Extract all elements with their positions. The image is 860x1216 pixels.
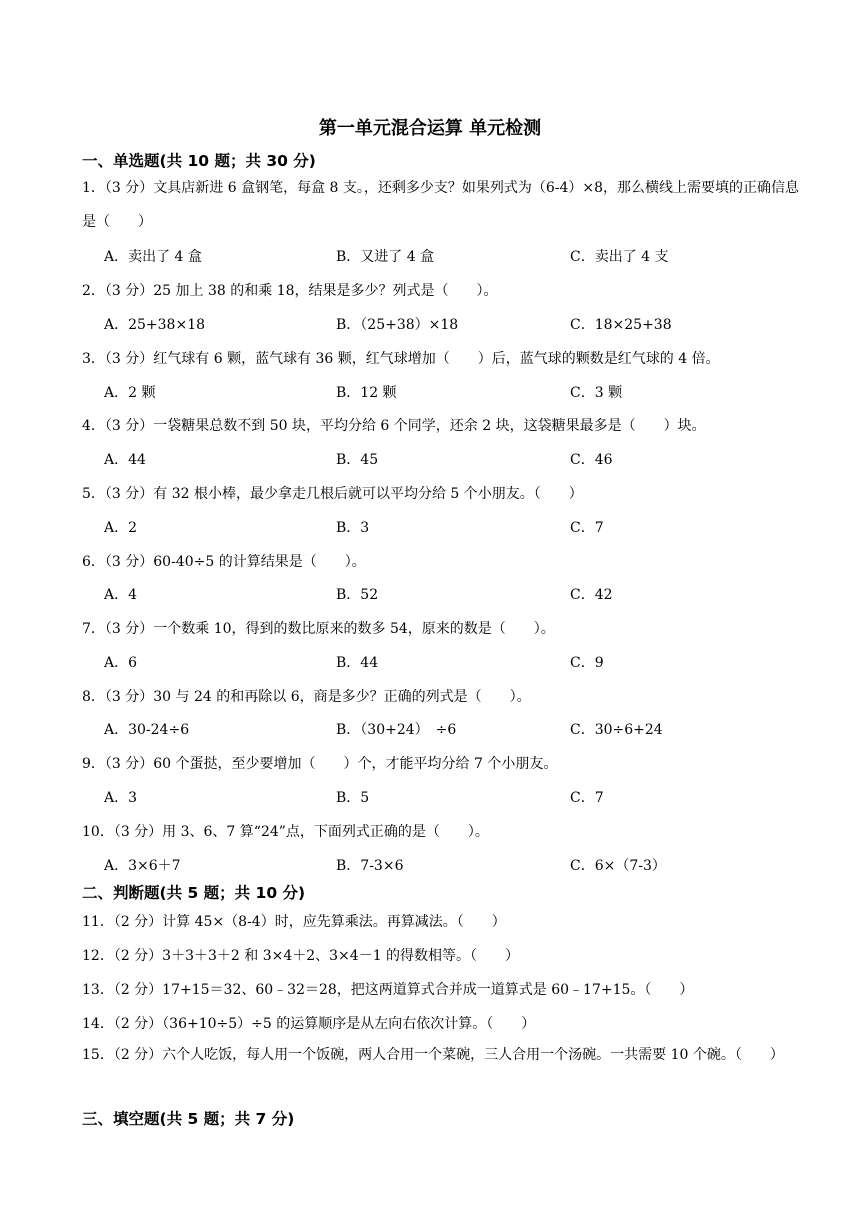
option-b: B．12 颗	[336, 385, 397, 401]
option-a: A．3	[104, 790, 138, 806]
section-header-fill-blank: 三、填空题(共 5 题；共 7 分)	[82, 1110, 295, 1128]
question-text: 3．（3 分）红气球有 6 颗，蓝气球有 36 颗，红气球增加（ ）后，蓝气球的颗数是红气球的 4 倍。	[82, 351, 720, 367]
option-a: A．4	[104, 587, 138, 603]
option-b: B．44	[336, 655, 379, 671]
judge-question: 12．（2 分）3＋3＋3＋2 和 3×4＋2、3×4－1 的得数相等。（ ）	[82, 948, 520, 964]
question-text: 5．（3 分）有 32 根小棒，最少拿走几根后就可以平均分给 5 个小朋友。（ ）	[82, 486, 583, 502]
option-b: B．（25+38）×18	[336, 317, 459, 333]
option-a: A．25+38×18	[104, 317, 206, 333]
section-header-true-false: 二、判断题(共 5 题；共 10 分)	[82, 884, 306, 902]
option-c: C．卖出了 4 支	[570, 249, 669, 265]
judge-question: 15．（2 分）六个人吃饭，每人用一个饭碗，两人合用一个菜碗，三人合用一个汤碗。一共需要 10 个碗。（ ）	[82, 1047, 784, 1063]
option-b: B．7-3×6	[336, 858, 404, 874]
option-c: C．42	[570, 587, 613, 603]
option-c: C．7	[570, 520, 604, 536]
option-b: B．5	[336, 790, 370, 806]
section-header-single-choice: 一、单选题(共 10 题；共 30 分)	[82, 152, 316, 170]
option-a: A．3×6＋7	[104, 858, 181, 874]
option-c: C．6×（7-3）	[570, 858, 666, 874]
option-b: B．又进了 4 盒	[336, 249, 435, 265]
question-text: 10．（3 分）用 3、6、7 算“24”点，下面列式正确的是（ ）。	[82, 824, 489, 840]
option-c: C．18×25+38	[570, 317, 672, 333]
option-b: B．3	[336, 520, 370, 536]
judge-question: 11．（2 分）计算 45×（8-4）时，应先算乘法。再算减法。（ ）	[82, 914, 506, 930]
option-b: B．（30+24） ÷6	[336, 722, 457, 738]
option-a: A．卖出了 4 盒	[104, 249, 202, 265]
judge-question: 13．（2 分）17+15＝32、60﹣32＝28，把这两道算式合并成一道算式是 60﹣17+15。（ ）	[82, 982, 694, 998]
question-text: 4．（3 分）一袋糖果总数不到 50 块，平均分给 6 个同学，还余 2 块，这袋糖果最多是（ ）块。	[82, 418, 706, 434]
option-a: A．6	[104, 655, 138, 671]
question-text: 7．（3 分）一个数乘 10，得到的数比原来的数多 54，原来的数是（ ）。	[82, 621, 555, 637]
option-b: B．45	[336, 452, 379, 468]
option-a: A．2 颗	[104, 385, 156, 401]
question-text: 9．（3 分）60 个蛋挞，至少要增加（ ）个，才能平均分给 7 个小朋友。	[82, 756, 558, 772]
option-c: C．7	[570, 790, 604, 806]
option-c: C．46	[570, 452, 613, 468]
option-a: A．44	[104, 452, 146, 468]
option-a: A．2	[104, 520, 138, 536]
page-title: 第一单元混合运算 单元检测	[318, 118, 542, 139]
question-text: 1．（3 分）文具店新进 6 盒钢笔，每盒 8 支。，还剩多少支？如果列式为（6-4）×8，那么横线上需要填的正确信息是（ ）	[82, 180, 800, 230]
question-text: 6．（3 分）60-40÷5 的计算结果是（ ）。	[82, 554, 366, 570]
option-c: C．9	[570, 655, 604, 671]
option-b: B．52	[336, 587, 379, 603]
judge-question: 14．（2 分）（36+10÷5）÷5 的运算顺序是从左向右依次计算。（ ）	[82, 1016, 536, 1032]
option-a: A．30-24÷6	[104, 722, 190, 738]
question-text: 8．（3 分）30 与 24 的和再除以 6，商是多少？正确的列式是（ ）。	[82, 689, 531, 705]
option-c: C．3 颗	[570, 385, 623, 401]
question-text: 2．（3 分）25 加上 38 的和乘 18，结果是多少？列式是（ ）。	[82, 283, 498, 299]
option-c: C．30÷6+24	[570, 722, 663, 738]
